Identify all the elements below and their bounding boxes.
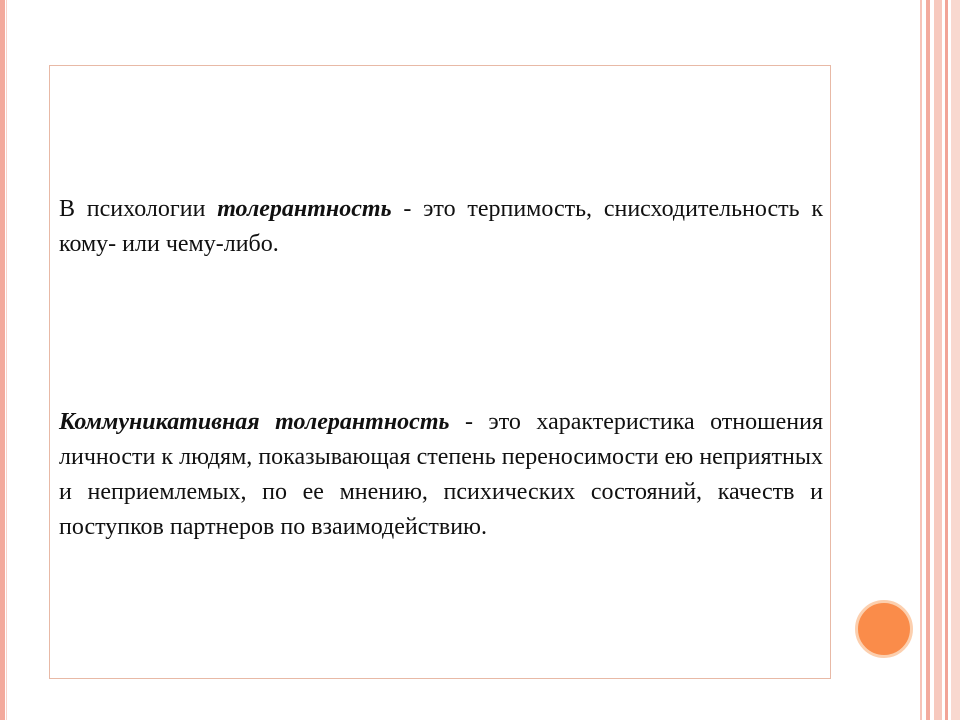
term-communicative-tolerance: Коммуникативная толерантность [59, 409, 450, 435]
paragraph-text: - это терпимость, снисходительность к кому- или чему-либо. [59, 196, 823, 257]
right-decorative-stripe [951, 0, 960, 720]
content-text-box [49, 65, 831, 679]
paragraph-text: - это характеристика отношения личности к людям, показывающая степень переносимости ею неприятных и неприемлемых, по ее мнению, психических состояний, качеств и поступков партнеров по взаимодействию. [59, 409, 823, 540]
definition-paragraph-tolerance [59, 192, 823, 262]
left-decorative-line [6, 0, 7, 720]
right-decorative-stripe [945, 0, 948, 720]
term-tolerance: толерантность [217, 196, 392, 222]
right-decorative-stripe [934, 0, 942, 720]
paragraph-text: В психологии [59, 196, 218, 222]
decorative-circle-icon [855, 600, 913, 658]
right-decorative-stripe [920, 0, 922, 720]
left-decorative-stripe [0, 0, 5, 720]
right-decorative-stripe [926, 0, 930, 720]
definition-paragraph-communicative-tolerance [59, 405, 823, 545]
